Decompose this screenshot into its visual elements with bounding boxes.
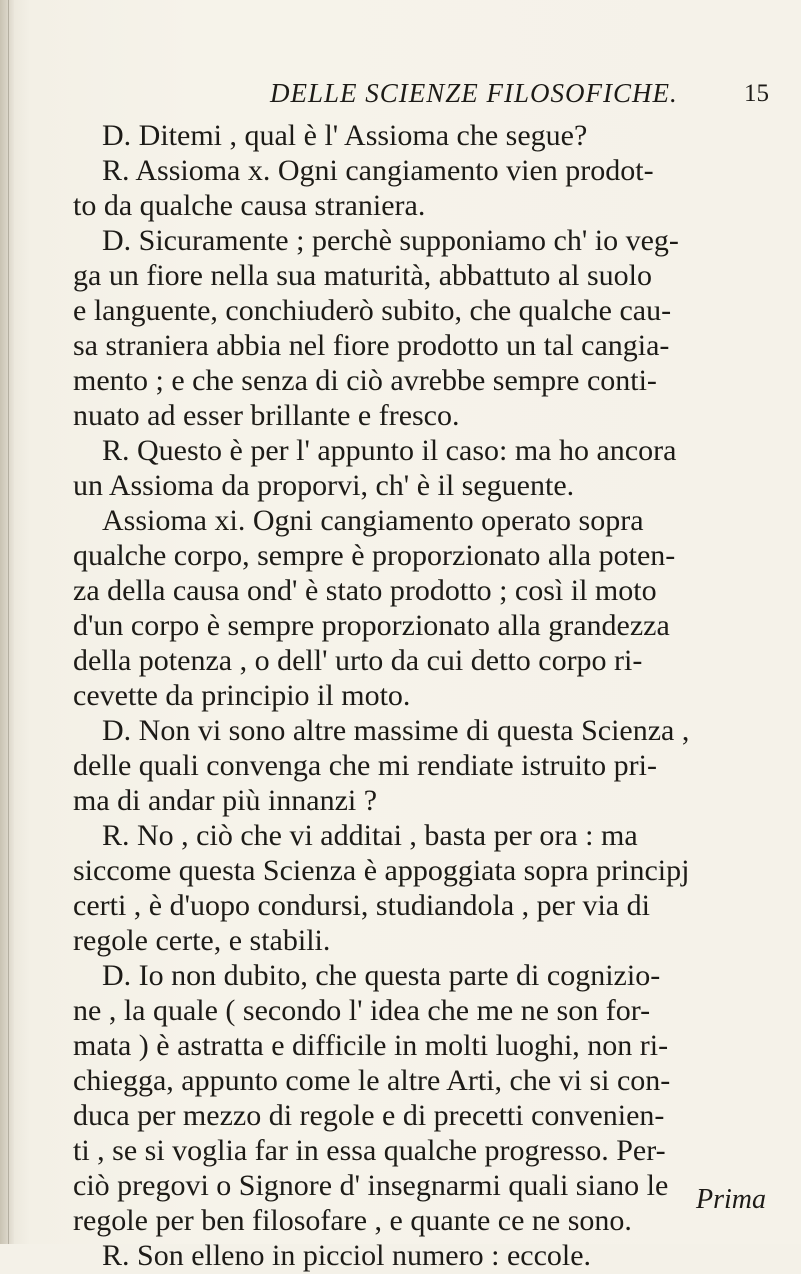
text-line: ne , la quale ( secondo l' idea che me ne son for- — [73, 994, 651, 1027]
text-line: sa straniera abbia nel fiore prodotto un tal cangia- — [73, 329, 670, 362]
text-line: d'un corpo è sempre proporzionato alla grandezza — [73, 609, 670, 642]
text-line: regole certe, e stabili. — [73, 924, 331, 957]
text-line: D. Sicuramente ; perchè supponiamo ch' io veg- — [102, 224, 679, 257]
text-line: duca per mezzo di regole e di precetti convenien- — [73, 1099, 665, 1132]
text-line: ciò pregovi o Signore d' insegnarmi quali siano le — [73, 1169, 669, 1202]
text-line: un Assioma da proporvi, ch' è il seguente. — [73, 469, 575, 502]
text-line: to da qualche causa straniera. — [73, 189, 426, 222]
text-line: R. Questo è per l' appunto il caso: ma ho ancora — [102, 434, 677, 467]
text-line: Assioma xi. Ogni cangiamento operato sopra — [102, 504, 644, 537]
text-line: ti , se si voglia far in essa qualche progresso. Per- — [73, 1134, 666, 1167]
page-header — [0, 78, 801, 118]
text-line: siccome questa Scienza è appoggiata sopra principj — [73, 854, 690, 887]
catchword: Prima — [696, 1184, 766, 1215]
text-line: mento ; e che senza di ciò avrebbe sempre conti- — [73, 364, 657, 397]
text-line: mata ) è astratta e difficile in molti luoghi, non ri- — [73, 1029, 669, 1062]
text-line: delle quali convenga che mi rendiate istruito pri- — [73, 749, 657, 782]
text-line: R. Assioma x. Ogni cangiamento vien prodot- — [102, 154, 654, 187]
text-line: regole per ben filosofare , e quante ce ne sono. — [73, 1204, 632, 1237]
text-line: R. No , ciò che vi additai , basta per ora : ma — [102, 819, 638, 852]
text-line: cevette da principio il moto. — [73, 679, 411, 712]
text-line: D. Ditemi , qual è l' Assioma che segue? — [102, 119, 588, 152]
text-line: nuato ad esser brillante e fresco. — [73, 399, 460, 432]
margin-rule — [8, 0, 9, 1244]
text-line: D. Io non dubito, che questa parte di cognizio- — [102, 959, 661, 992]
text-line: R. Son elleno in picciol numero : eccole. — [102, 1239, 592, 1272]
text-line: certi , è d'uopo condursi, studiandola , per via di — [73, 889, 650, 922]
text-line: D. Non vi sono altre massime di questa Scienza , — [102, 714, 690, 747]
text-line: della potenza , o dell' urto da cui detto corpo ri- — [73, 644, 643, 677]
text-line: za della causa ond' è stato prodotto ; così il moto — [73, 574, 657, 607]
text-line: e languente, conchiuderò subito, che qualche cau- — [73, 294, 672, 327]
text-line: qualche corpo, sempre è proporzionato alla poten- — [73, 539, 676, 572]
page-binding-shadow — [0, 0, 14, 1244]
text-line: ma di andar più innanzi ? — [73, 784, 378, 817]
page-number: 15 — [744, 80, 769, 107]
text-line: ga un fiore nella sua maturità, abbattuto al suolo — [73, 259, 652, 292]
text-line: chiegga, appunto come le altre Arti, che vi si con- — [73, 1064, 671, 1097]
running-head: DELLE SCIENZE FILOSOFICHE. — [270, 78, 678, 108]
